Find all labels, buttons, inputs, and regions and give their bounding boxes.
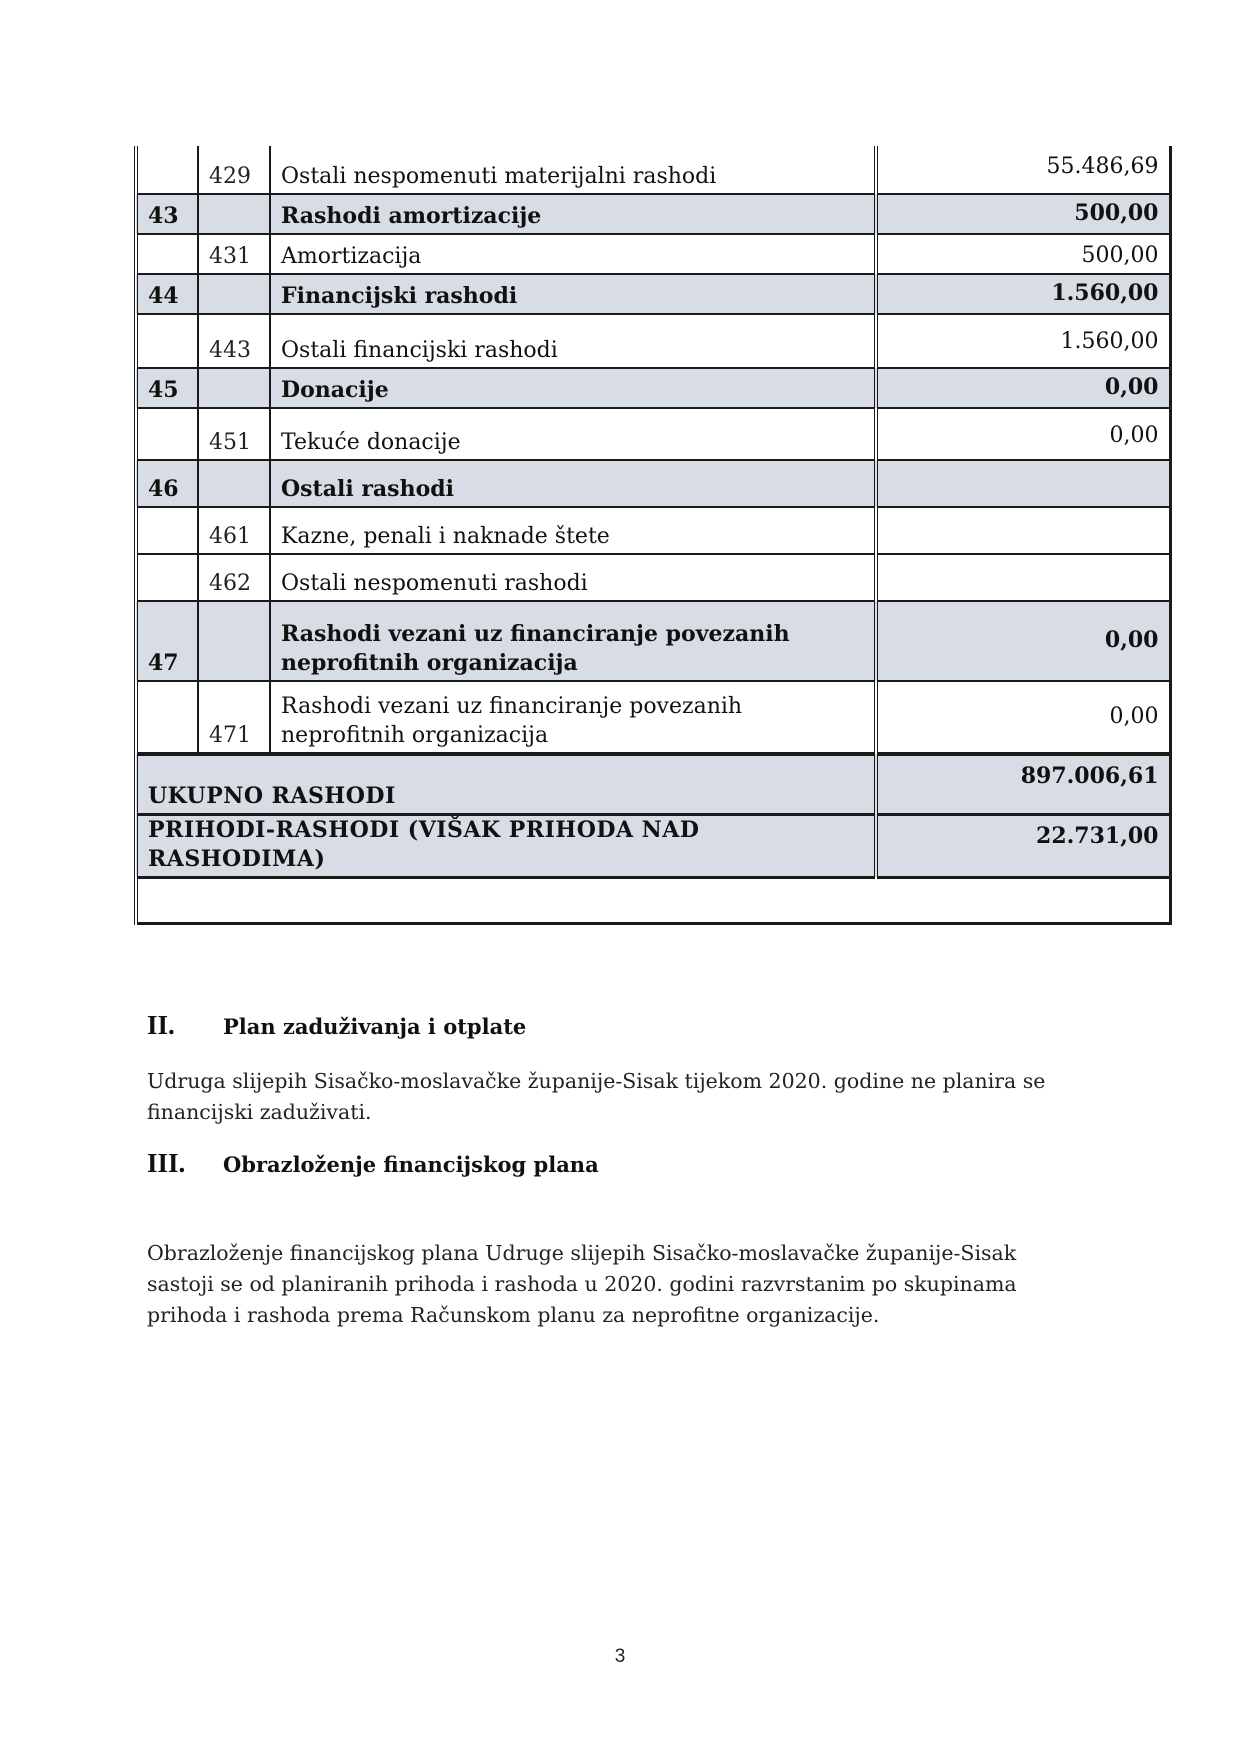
page-number: 3 (614, 1646, 626, 1667)
group-code-cell (136, 314, 198, 368)
account-label-cell: Rashodi vezani uz financiranje povezanih neprofitnih organizacija (270, 681, 876, 754)
amount-cell: 500,00 (876, 234, 1170, 274)
group-code-cell (136, 146, 198, 194)
amount-cell: 500,00 (876, 194, 1170, 234)
balance-amount: 22.731,00 (876, 814, 1170, 877)
group-code-cell (136, 507, 198, 554)
account-code-cell: 461 (198, 507, 270, 554)
group-code-cell: 47 (136, 601, 198, 681)
account-label-cell: Rashodi amortizacije (270, 194, 876, 234)
group-code-cell (136, 554, 198, 601)
account-label-cell: Amortizacija (270, 234, 876, 274)
expense-table (134, 146, 1172, 925)
amount-cell (876, 507, 1170, 554)
account-code-cell: 431 (198, 234, 270, 274)
amount-cell: 0,00 (876, 368, 1170, 408)
section-heading-3 (147, 1148, 599, 1179)
table-row (136, 601, 1170, 681)
empty-cell (136, 877, 1170, 923)
account-label-cell: Ostali rashodi (270, 460, 876, 507)
section-title: Obrazloženje financijskog plana (223, 1152, 599, 1177)
group-code-cell (136, 234, 198, 274)
group-code-cell: 45 (136, 368, 198, 408)
group-code-cell (136, 408, 198, 460)
account-code-cell: 429 (198, 146, 270, 194)
table-row (136, 681, 1170, 754)
balance-label: PRIHODI-RASHODI (VIŠAK PRIHODA NAD RASHODIMA) (136, 814, 876, 877)
amount-cell (876, 460, 1170, 507)
group-code-cell: 46 (136, 460, 198, 507)
balance-row (136, 814, 1170, 877)
account-code-cell (198, 601, 270, 681)
account-label-cell: Rashodi vezani uz financiranje povezanih neprofitnih organizacija (270, 601, 876, 681)
table-row (136, 554, 1170, 601)
amount-cell: 55.486,69 (876, 146, 1170, 194)
section-number: II. (147, 1010, 175, 1040)
table-row (136, 146, 1170, 194)
amount-cell: 0,00 (876, 601, 1170, 681)
empty-row (136, 877, 1170, 923)
account-label-cell: Ostali financijski rashodi (270, 314, 876, 368)
table-row (136, 368, 1170, 408)
account-label-cell: Donacije (270, 368, 876, 408)
table-row (136, 314, 1170, 368)
group-code-cell: 43 (136, 194, 198, 234)
account-code-cell: 462 (198, 554, 270, 601)
account-code-cell: 443 (198, 314, 270, 368)
table-row (136, 234, 1170, 274)
account-code-cell (198, 368, 270, 408)
account-code-cell (198, 460, 270, 507)
section-number: III. (147, 1148, 186, 1178)
account-code-cell: 451 (198, 408, 270, 460)
account-code-cell: 471 (198, 681, 270, 754)
amount-cell (876, 554, 1170, 601)
section-heading-2 (147, 1010, 526, 1041)
total-row (136, 754, 1170, 814)
section-title: Plan zaduživanja i otplate (223, 1014, 527, 1039)
table-row (136, 274, 1170, 314)
section-paragraph-3: Obrazloženje financijskog plana Udruge slijepih Sisačko-moslavačke županije-Sisak sastoji se od planiranih prihoda i rashoda u 2020. godini razvrstanim po skupinama prihoda i rashoda prema Računskom planu za neprofitne organizacije. (147, 1241, 1017, 1327)
amount-cell: 1.560,00 (876, 274, 1170, 314)
table-row (136, 460, 1170, 507)
account-label-cell: Kazne, penali i naknade štete (270, 507, 876, 554)
group-code-cell: 44 (136, 274, 198, 314)
table-row (136, 194, 1170, 234)
amount-cell: 0,00 (876, 681, 1170, 754)
total-amount: 897.006,61 (876, 754, 1170, 814)
account-label-cell: Ostali nespomenuti materijalni rashodi (270, 146, 876, 194)
table-row (136, 507, 1170, 554)
account-code-cell (198, 274, 270, 314)
account-label-cell: Tekuće donacije (270, 408, 876, 460)
account-label-cell: Financijski rashodi (270, 274, 876, 314)
account-label-cell: Ostali nespomenuti rashodi (270, 554, 876, 601)
amount-cell: 0,00 (876, 408, 1170, 460)
total-label: UKUPNO RASHODI (136, 754, 876, 814)
section-paragraph-2: Udruga slijepih Sisačko-moslavačke županije-Sisak tijekom 2020. godine ne planira se financijski zaduživati. (147, 1069, 1046, 1124)
account-code-cell (198, 194, 270, 234)
group-code-cell (136, 681, 198, 754)
amount-cell: 1.560,00 (876, 314, 1170, 368)
table-row (136, 408, 1170, 460)
